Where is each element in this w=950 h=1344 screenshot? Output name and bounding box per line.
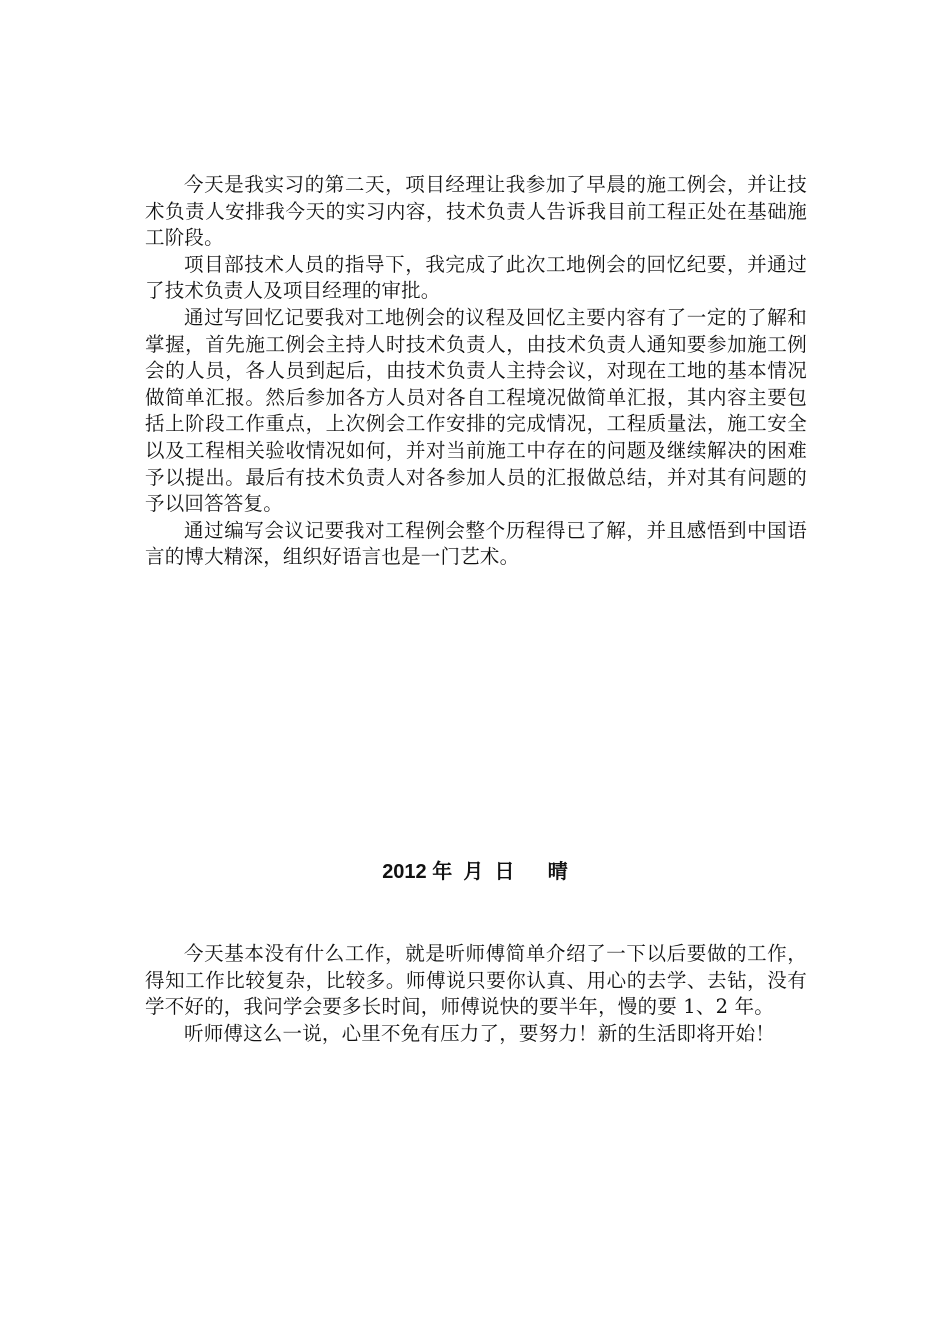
paragraph: 通过写回忆记要我对工地例会的议程及回忆主要内容有了一定的了解和掌握，首先施工例会主持人时技术负责人，由技术负责人通知要参加施工例会的人员，各人员到起后，由技术负责人主持会议，对现在工地的基本情况做简单汇报。然后参加各方人员对各自工程境况做简单汇报，其内容主要包括上阶段工作重点，上次例会工作安排的完成情况，工程质量法，施工安全以及工程相关验收情况如何，并对当前施工中存在的问题及继续解决的困难予以提出。最后有技术负责人对各参加人员的汇报做总结，并对其有问题的予以回答答复。 — [145, 305, 807, 516]
paragraph: 今天基本没有什么工作，就是听师傅简单介绍了一下以后要做的工作，得知工作比较复杂，比较多。师傅说只要你认真、用心的去学、去钻，没有学不好的，我问学会要多长时间，师傅说快的要半年，慢的要 1、2 年。 — [145, 942, 807, 1019]
date-weather-heading: 2012 年 月 日 晴 — [382, 861, 568, 883]
paragraph: 听师傅这么一说，心里不免有压力了，要努力！新的生活即将开始！ — [184, 1021, 776, 1045]
paragraph: 今天是我实习的第二天，项目经理让我参加了早晨的施工例会，并让技术负责人安排我今天的实习内容，技术负责人告诉我目前工程正处在基础施工阶段。 — [145, 173, 807, 250]
diary-entry-next — [145, 941, 807, 1047]
paragraph: 项目部技术人员的指导下，我完成了此次工地例会的回忆纪要，并通过了技术负责人及项目经理的审批。 — [145, 252, 807, 303]
paragraph: 通过编写会议记要我对工程例会整个历程得已了解，并且感悟到中国语言的博大精深，组织好语言也是一门艺术。 — [145, 518, 807, 569]
diary-entry-day-two — [145, 172, 807, 571]
